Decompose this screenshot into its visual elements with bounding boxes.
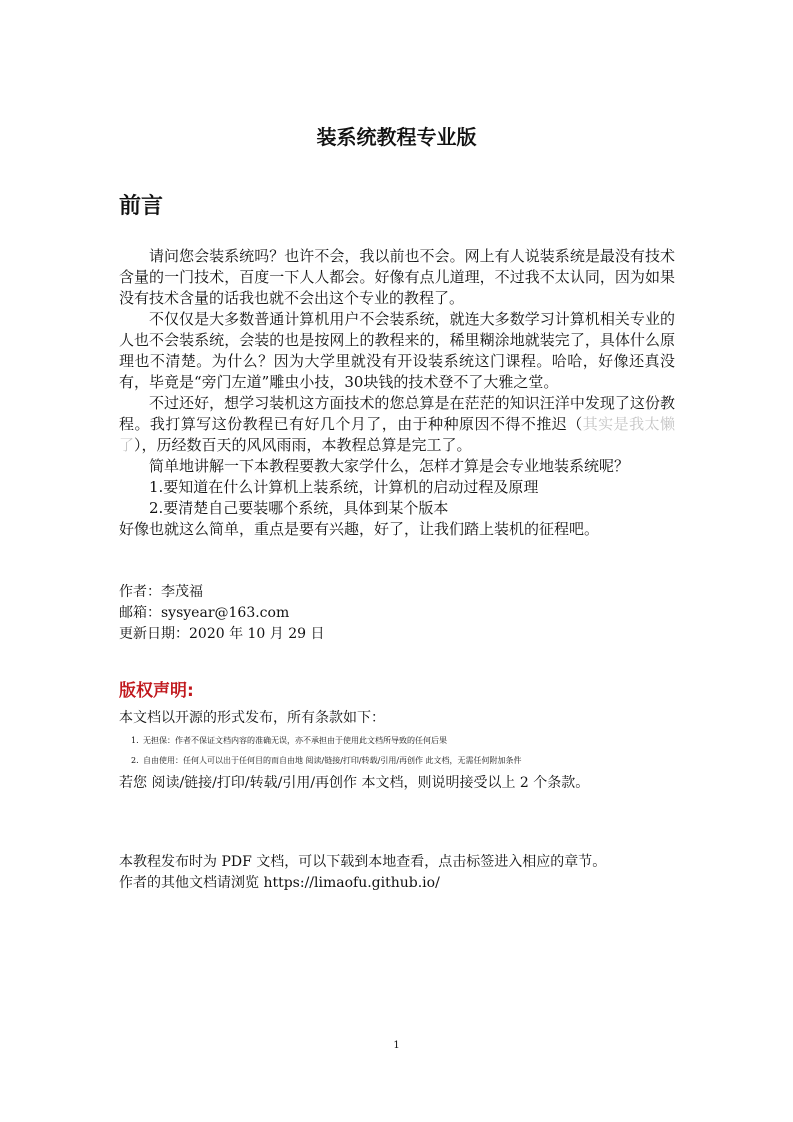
clause-item: [119, 731, 675, 751]
clause-number: 2.: [131, 756, 139, 765]
copyright-heading: [119, 676, 194, 701]
release-info: [119, 852, 675, 894]
clause-number: 1.: [131, 736, 139, 745]
copyright-heading-colon: :: [187, 681, 194, 701]
faded-aside: 其实是我太懒了: [119, 415, 675, 454]
other-docs-line: 作者的其他文档请浏览 https://limaofu.github.io/: [119, 875, 440, 891]
preface-text: 不过还好，想学习装机这方面技术的您总算是在茫茫的知识汪洋中发现了这份教程。我打算写这份教程已有好几个月了，由于种种原因不得不推迟（: [119, 394, 675, 433]
release-line: 本教程发布时为 PDF 文档，可以下载到本地查看，点击标签进入相应的章节。: [119, 854, 607, 870]
preface-list-item: 1.要知道在什么计算机上装系统，计算机的启动过程及原理: [149, 478, 539, 496]
page-number: 1: [393, 1040, 400, 1051]
preface-paragraph: 简单地讲解一下本教程要教大家学什么，怎样才算是会专业地装系统呢？: [149, 457, 630, 475]
copyright-acceptance: 若您 阅读/链接/打印/转载/引用/再创作 本文档，则说明接受以上 2 个条款。: [119, 775, 590, 791]
clause-list: [119, 731, 675, 771]
preface-heading: 前言: [119, 194, 164, 219]
clause-text: 自由使用：任何人可以出于任何目的而自由地 阅读/链接/打印/转载/引用/再创作 此文档，无需任何附加条件: [143, 756, 522, 765]
preface-text: ），历经数百天的风风雨雨，本教程总算是完工了。: [134, 436, 472, 454]
updated-date-line: 更新日期：2020 年 10 月 29 日: [119, 626, 325, 642]
author-line: 作者：李茂福: [119, 584, 203, 600]
preface-paragraph: 不仅仅是大多数普通计算机用户不会装系统，就连大多数学习计算机相关专业的人也不会装系统，会装的也是按网上的教程来的，稀里糊涂地就装完了，具体什么原理也不清楚。为什么？因为大学里就没有开设装系统这门课程。哈哈，好像还真没有，毕竟是“旁门左道”雕虫小技，30块钱的技术登不了大雅之堂。: [119, 310, 675, 391]
preface-body: [119, 246, 675, 540]
copyright-heading-text: 版权声明: [119, 681, 187, 701]
clause-text: 无担保：作者不保证文档内容的准确无误，亦不承担由于使用此文档所导致的任何后果: [143, 736, 447, 745]
preface-paragraph: 请问您会装系统吗？也许不会，我以前也不会。网上有人说装系统是最没有技术含量的一门技术，百度一下人人都会。好像有点儿道理，不过我不太认同，因为如果没有技术含量的话我也就不会出这个专业的教程了。: [119, 247, 675, 307]
preface-paragraph: [119, 393, 675, 456]
email-line: 邮箱：sysyear@163.com: [119, 605, 290, 621]
preface-list-item: 2.要清楚自己要装哪个系统，具体到某个版本: [149, 499, 449, 517]
preface-paragraph: 好像也就这么简单，重点是要有兴趣，好了，让我们踏上装机的征程吧。: [119, 520, 600, 538]
document-title: 装系统教程专业版: [316, 125, 477, 149]
clause-item: [119, 751, 675, 771]
copyright-intro: 本文档以开源的形式发布，所有条款如下：: [119, 710, 385, 726]
copyright-section: [119, 708, 675, 794]
author-info: [119, 582, 325, 645]
